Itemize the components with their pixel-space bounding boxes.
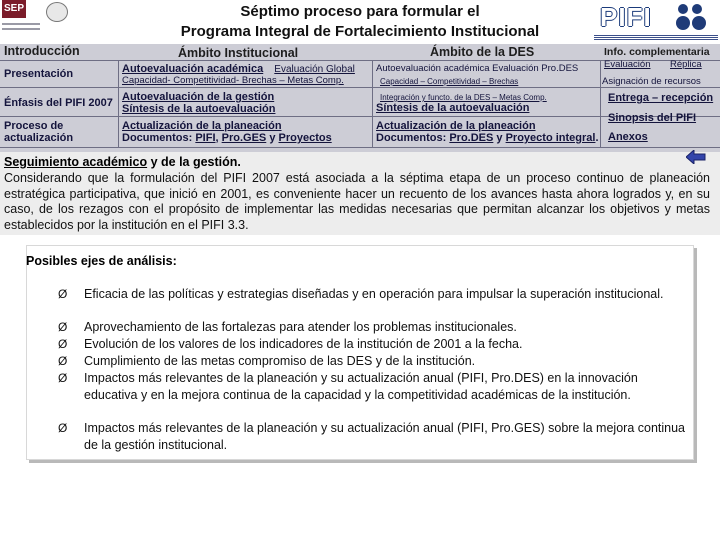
list-item bbox=[58, 319, 688, 336]
nav-divider bbox=[372, 61, 373, 147]
pifi-logo bbox=[592, 0, 720, 44]
documentos-label: Documentos: bbox=[122, 132, 196, 144]
des-row-documentos: Documentos: Pro.DES y Proyecto integral. bbox=[376, 132, 599, 144]
nav-link-proceso-line2: actualización bbox=[4, 132, 74, 144]
des-documentos-label: Documentos: bbox=[376, 132, 450, 144]
sep-logo: SEP bbox=[2, 0, 26, 18]
list-item-text: Cumplimiento de las metas compromiso de las DES y de la institución. bbox=[84, 354, 476, 368]
left-arrow-icon[interactable] bbox=[686, 150, 706, 164]
arrow-bullet-icon: Ø bbox=[58, 287, 68, 301]
list-item-text: Impactos más relevantes de la planeación y su actualización anual (PIFI, Pro.DES) en la innovación educativa y en la mejora continua de la capacidad y la competitividad académicas de la institución. bbox=[84, 371, 638, 402]
nav-heading-des: Ámbito de la DES bbox=[430, 45, 535, 59]
nav-link-proceso[interactable] bbox=[4, 120, 73, 144]
list-item-text: Aprovechamiento de las fortalezas para atender los problemas institucionales. bbox=[84, 320, 517, 334]
title-line-1: Séptimo proceso para formular el bbox=[240, 3, 480, 20]
pifi-dot-icon bbox=[692, 16, 706, 30]
nav-heading-info: Info. complementaria bbox=[604, 46, 710, 58]
list-item-text: Impactos más relevantes de la planeación y su actualización anual (PIFI, Pro.GES) sobre la mejora continua de la gestión institucional. bbox=[84, 421, 686, 452]
link-doc-proyecto-integral[interactable]: Proyecto integral bbox=[505, 132, 596, 144]
list-item bbox=[58, 286, 688, 303]
link-des-sintesis[interactable]: Síntesis de la autoevaluación bbox=[376, 102, 530, 114]
sep-logo-subtitle bbox=[2, 20, 40, 36]
section-heading bbox=[4, 155, 241, 169]
page-title bbox=[120, 2, 600, 42]
list-item-text: Eficacia de las políticas y estrategias diseñadas y en operación para impulsar la superación institucional. bbox=[84, 287, 664, 301]
list-item bbox=[58, 336, 688, 353]
link-info-evaluacion[interactable]: Evaluación bbox=[604, 59, 651, 70]
section-heading-rest: y de la gestión. bbox=[147, 155, 241, 169]
pifi-dot-icon bbox=[678, 4, 688, 14]
link-info-anexos[interactable]: Anexos bbox=[608, 131, 648, 143]
link-eval-global[interactable]: Evaluación Global bbox=[274, 64, 355, 75]
nav-link-proceso-line1: Proceso de bbox=[4, 120, 64, 132]
link-info-replica[interactable]: Réplica bbox=[670, 59, 702, 70]
nav-divider bbox=[0, 147, 720, 148]
arrow-bullet-icon: Ø bbox=[58, 421, 68, 435]
arrow-bullet-icon: Ø bbox=[58, 320, 68, 334]
list-item bbox=[58, 370, 688, 404]
link-inst-indicadores[interactable]: Capacidad- Competitividad- Brechas – Metas Comp. bbox=[122, 75, 344, 86]
link-doc-proges[interactable]: Pro.GES bbox=[221, 132, 267, 144]
link-autoeval-gestion[interactable]: Autoevaluación de la gestión bbox=[122, 91, 275, 103]
pifi-dot-icon bbox=[676, 16, 690, 30]
analysis-title: Posibles ejes de análisis: bbox=[26, 254, 177, 268]
link-sintesis-institucional[interactable]: Síntesis de la autoevaluación bbox=[122, 103, 276, 115]
link-des-actualizacion[interactable]: Actualización de la planeación bbox=[376, 120, 536, 132]
link-doc-prodes[interactable]: Pro.DES bbox=[449, 132, 494, 144]
title-line-2: Programa Integral de Fortalecimiento Institucional bbox=[180, 23, 540, 40]
link-info-sinopsis[interactable]: Sinopsis del PIFI bbox=[608, 112, 697, 124]
pifi-logo-subtitle bbox=[594, 34, 718, 42]
nav-heading-intro: Introducción bbox=[4, 44, 80, 58]
list-item bbox=[58, 353, 688, 370]
link-doc-proyectos[interactable]: Proyectos bbox=[278, 132, 332, 144]
mexico-seal-icon bbox=[46, 2, 68, 22]
nav-divider bbox=[118, 61, 119, 147]
arrow-bullet-icon: Ø bbox=[58, 354, 68, 368]
link-info-entrega[interactable]: Entrega – recepción bbox=[608, 92, 714, 104]
pifi-dot-icon bbox=[692, 4, 702, 14]
link-doc-pifi[interactable]: PIFI bbox=[195, 132, 216, 144]
intro-paragraph: Considerando que la formulación del PIFI 2007 está asociada a la séptima etapa de un proceso continuo de planeación estratégica participativa, que inició en 2001, es conveniente hacer un recuento de los avances hasta ahora logrados y, en su caso, de los rezagos con el propósito de implementar las medidas necesarias que permitan alcanzar los objetivos y metas establecidos por la institución en el PIFI 3.3. bbox=[4, 171, 710, 232]
nav-link-enfasis[interactable]: Énfasis del PIFI 2007 bbox=[4, 97, 113, 109]
link-autoeval-academica[interactable]: Autoevaluación académica bbox=[122, 63, 264, 75]
nav-divider bbox=[600, 61, 601, 147]
link-des-indicadores[interactable]: Capacidad – Competitividad – Brechas bbox=[380, 77, 519, 86]
header bbox=[0, 0, 720, 44]
link-info-asignacion[interactable]: Asignación de recursos bbox=[602, 76, 701, 87]
link-des-integracion[interactable]: Integración y functo. de la DES – Metas Comp. bbox=[380, 93, 547, 102]
arrow-bullet-icon: Ø bbox=[58, 371, 68, 385]
nav-link-presentacion[interactable]: Presentación bbox=[4, 68, 74, 80]
list-item bbox=[58, 420, 688, 454]
nav-heading-institucional: Ámbito Institucional bbox=[178, 46, 299, 60]
inst-row-documentos: Documentos: PIFI, Pro.GES y Proyectos bbox=[122, 132, 332, 144]
list-item-text: Evolución de los valores de los indicadores de la institución de 2001 a la fecha. bbox=[84, 337, 523, 351]
link-seguimiento-academico[interactable]: Seguimiento académico bbox=[4, 155, 148, 169]
arrow-bullet-icon: Ø bbox=[58, 337, 68, 351]
link-actualizacion-institucional[interactable]: Actualización de la planeación bbox=[122, 120, 282, 132]
link-des-autoeval[interactable]: Autoevaluación académica Evaluación Pro.DES bbox=[376, 63, 579, 74]
pifi-logo-text: PIFI bbox=[600, 2, 652, 32]
